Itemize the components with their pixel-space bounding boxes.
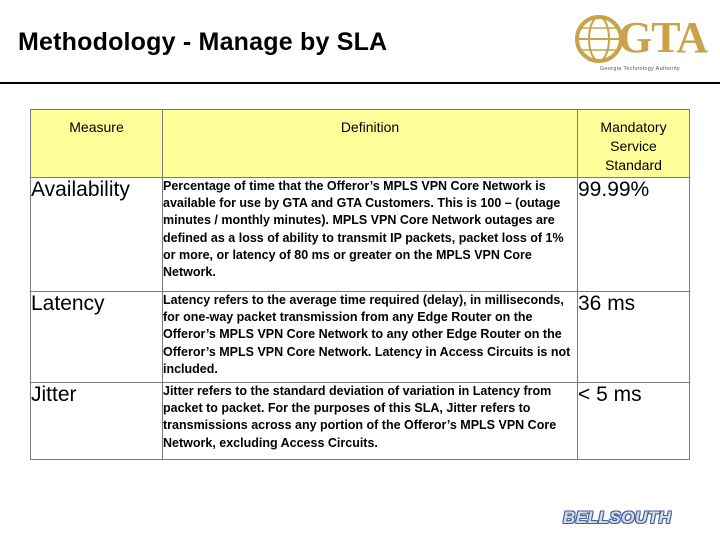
header-measure: Measure: [31, 110, 163, 178]
table-row-latency: [31, 292, 690, 383]
definition-cell: Jitter refers to the standard deviation of variation in Latency from packet to packet. For the purposes of this SLA, Jitter refers to transmissions across any portion of the Offeror’s MPLS VPN Core Network, excluding Access Circuits.: [163, 383, 578, 460]
logo-subtitle: Georgia Technology Authority: [599, 66, 681, 72]
header-definition: Definition: [163, 110, 578, 178]
bellsouth-brand: BELLSOUTH: [563, 508, 672, 527]
sla-table: [30, 109, 690, 460]
standard-cell: 99.99%: [578, 178, 690, 292]
measure-cell: Availability: [31, 178, 163, 292]
standard-cell: 36 ms: [578, 292, 690, 383]
globe-icon: [574, 14, 624, 64]
table-row-availability: [31, 178, 690, 292]
measure-cell: Latency: [31, 292, 163, 383]
table-row-jitter: [31, 383, 690, 460]
slide-title: Methodology - Manage by SLA: [18, 28, 388, 56]
header-standard: Mandatory Service Standard: [578, 110, 690, 178]
gta-logo: [574, 14, 706, 78]
definition-cell: Percentage of time that the Offeror’s MPLS VPN Core Network is available for use by GTA and GTA Customers. This is 100 – (outage minutes / monthly minutes). MPLS VPN Core Network outages are defined as a loss of ability to transmit IP packets, packet loss of 1% or more, or latency of 80 ms or greater on the MPLS VPN Core Network.: [163, 178, 578, 292]
table-header-row: [31, 110, 690, 178]
bellsouth-logo: [563, 508, 671, 530]
measure-cell: Jitter: [31, 383, 163, 460]
definition-cell: Latency refers to the average time required (delay), in milliseconds, for one-way packet transmission from any Edge Router on the Offeror’s MPLS VPN Core Network to any other Edge Router on the Offeror’s MPLS VPN Core Network. Latency in Access Circuits is not included.: [163, 292, 578, 383]
title-divider: [0, 82, 720, 84]
logo-wordmark: GTA: [618, 13, 708, 62]
standard-cell: < 5 ms: [578, 383, 690, 460]
